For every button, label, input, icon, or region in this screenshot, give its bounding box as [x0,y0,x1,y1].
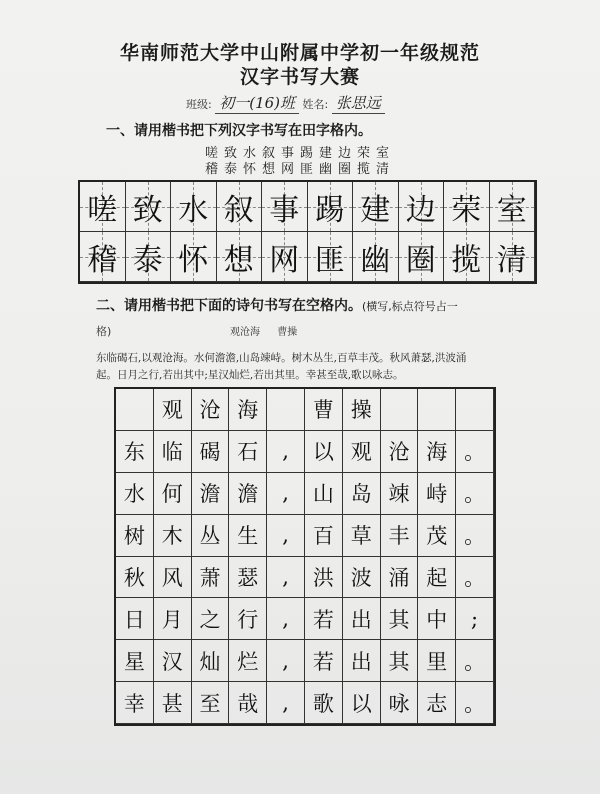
grid-cell: , [267,557,305,599]
grid-cell: 洪 [305,557,343,599]
grid-cell-char: 嗟 [87,192,118,228]
grid-cell [217,232,263,282]
grid-cell-char: 怀 [178,242,209,278]
grid-cell: 百 [305,515,343,557]
grid-cell: , [267,640,305,682]
grid-cell: 之 [192,598,230,640]
grid-cell: 歌 [305,682,343,724]
tianzige-grid [78,180,537,284]
grid-cell: 石 [229,431,267,473]
grid-cell: 若 [305,598,343,640]
grid-cell: 生 [229,515,267,557]
grid-cell: 。 [456,431,494,473]
grid-cell: 木 [154,515,192,557]
grid-cell: 澹 [229,473,267,515]
class-value: 初一(16)班 [215,92,299,114]
name-label: 姓名: [302,98,329,111]
grid-cell [490,232,536,282]
grid-cell: , [267,515,305,557]
grid-cell-char: 踢 [314,192,345,228]
grid-cell [399,232,445,282]
grid-cell-char: 揽 [451,242,482,278]
grid-cell: 烂 [229,640,267,682]
grid-cell-char: 致 [132,192,163,228]
grid-cell: 以 [343,682,381,724]
grid-cell: 树 [116,515,154,557]
grid-cell: 。 [456,515,494,557]
grid-cell-char: 边 [405,192,436,228]
grid-cell: 幸 [116,682,154,724]
grid-cell: 何 [154,473,192,515]
grid-cell: 里 [418,640,456,682]
grid-cell [399,182,445,232]
grid-cell: 竦 [381,473,419,515]
grid-cell: 秋 [116,557,154,599]
grid-cell: 其 [381,598,419,640]
grid-cell [308,182,354,232]
grid-cell: 。 [456,473,494,515]
grid-cell: 以 [305,431,343,473]
grid-cell: 茂 [418,515,456,557]
grid-cell-char: 事 [269,192,300,228]
grid-cell [308,232,354,282]
grid-cell: 。 [456,640,494,682]
grid-cell [80,232,126,282]
student-info [186,92,385,114]
writing-grid [114,387,496,726]
grid-cell: 汉 [154,640,192,682]
grid-cell: , [267,682,305,724]
name-value: 张思远 [332,92,385,114]
grid-cell-char: 幽 [360,242,391,278]
section1-prompt-row-1: 嗟致水叙事踢建边荣室 [204,146,395,161]
grid-cell-char: 想 [223,242,254,278]
grid-cell: 临 [154,431,192,473]
section2-heading [96,295,458,315]
grid-cell: 沧 [192,389,230,431]
grid-cell [444,182,490,232]
grid-cell: 波 [343,557,381,599]
section1-prompt-row-2: 稽泰怀想网匪幽圈揽清 [204,162,395,177]
grid-cell-char: 泰 [132,242,163,278]
grid-cell [353,182,399,232]
grid-cell-char: 建 [360,192,391,228]
grid-cell: 甚 [154,682,192,724]
grid-cell: 萧 [192,557,230,599]
grid-cell: , [267,473,305,515]
page-subtitle: 汉字书写大赛 [239,66,360,88]
grid-cell: 碣 [192,431,230,473]
grid-cell: 中 [418,598,456,640]
grid-cell [262,232,308,282]
poem-text [96,350,526,384]
section2-heading-text: 二、请用楷书把下面的诗句书写在空格内。 [96,298,362,314]
grid-cell [456,389,494,431]
grid-cell-char: 叙 [223,192,254,228]
grid-cell [490,182,536,232]
grid-cell: 风 [154,557,192,599]
grid-cell [262,182,308,232]
grid-cell: 海 [229,389,267,431]
grid-cell: 峙 [418,473,456,515]
grid-cell: 丛 [192,515,230,557]
poem-title: 观沧海 [230,327,260,338]
grid-cell [353,232,399,282]
class-label: 班级: [186,98,212,111]
grid-cell: 草 [343,515,381,557]
grid-cell: 瑟 [229,557,267,599]
grid-cell [444,232,490,282]
grid-cell: 。 [456,682,494,724]
grid-cell: 至 [192,682,230,724]
grid-cell: 海 [418,431,456,473]
grid-cell: 月 [154,598,192,640]
section2-note: (横写,标点符号占一 [362,300,458,313]
grid-cell [267,389,305,431]
grid-cell: 涌 [381,557,419,599]
grid-cell: 澹 [192,473,230,515]
grid-cell: 山 [305,473,343,515]
grid-cell-char: 网 [269,242,300,278]
poem-text-line-2: 起。日月之行,若出其中;星汉灿烂,若出其里。幸甚至哉,歌以咏志。 [96,369,404,381]
page-title: 华南师范大学中山附属中学初一年级规范 [119,42,480,64]
grid-cell [171,182,217,232]
grid-cell [381,389,419,431]
section2-note-cont: 格) [96,325,112,338]
grid-cell: 咏 [381,682,419,724]
grid-cell: 观 [154,389,192,431]
poem-heading [230,323,311,338]
grid-cell: 丰 [381,515,419,557]
poem-author: 曹操 [277,327,298,338]
grid-cell [80,182,126,232]
grid-cell: 曹 [305,389,343,431]
grid-cell-char: 水 [178,192,209,228]
grid-cell: 行 [229,598,267,640]
grid-cell-char: 稽 [87,242,118,278]
grid-cell: , [267,598,305,640]
grid-cell: 东 [116,431,154,473]
grid-cell: 沧 [381,431,419,473]
grid-cell: 起 [418,557,456,599]
grid-cell: 志 [418,682,456,724]
grid-cell [418,389,456,431]
grid-cell: ; [456,598,494,640]
grid-cell: 观 [343,431,381,473]
grid-cell: 出 [343,640,381,682]
grid-cell [217,182,263,232]
grid-cell-char: 圈 [405,242,436,278]
grid-cell: 灿 [192,640,230,682]
grid-cell: 哉 [229,682,267,724]
poem-text-line-1: 东临碣石,以观沧海。水何澹澹,山岛竦峙。树木丛生,百草丰茂。秋风萧瑟,洪波涌 [96,352,467,364]
grid-cell: 日 [116,598,154,640]
grid-cell: 出 [343,598,381,640]
grid-cell-char: 匪 [314,242,345,278]
grid-cell: 若 [305,640,343,682]
grid-cell: 岛 [343,473,381,515]
grid-cell [171,232,217,282]
grid-cell-char: 清 [496,242,527,278]
grid-cell-char: 荣 [451,192,482,228]
section1-heading: 一、请用楷书把下列汉字书写在田字格内。 [106,123,372,139]
grid-cell [116,389,154,431]
grid-cell [126,232,172,282]
grid-cell: 。 [456,557,494,599]
grid-cell: , [267,431,305,473]
grid-cell: 其 [381,640,419,682]
grid-cell-char: 室 [496,192,527,228]
grid-cell: 水 [116,473,154,515]
grid-cell [126,182,172,232]
grid-cell: 星 [116,640,154,682]
grid-cell: 操 [343,389,381,431]
